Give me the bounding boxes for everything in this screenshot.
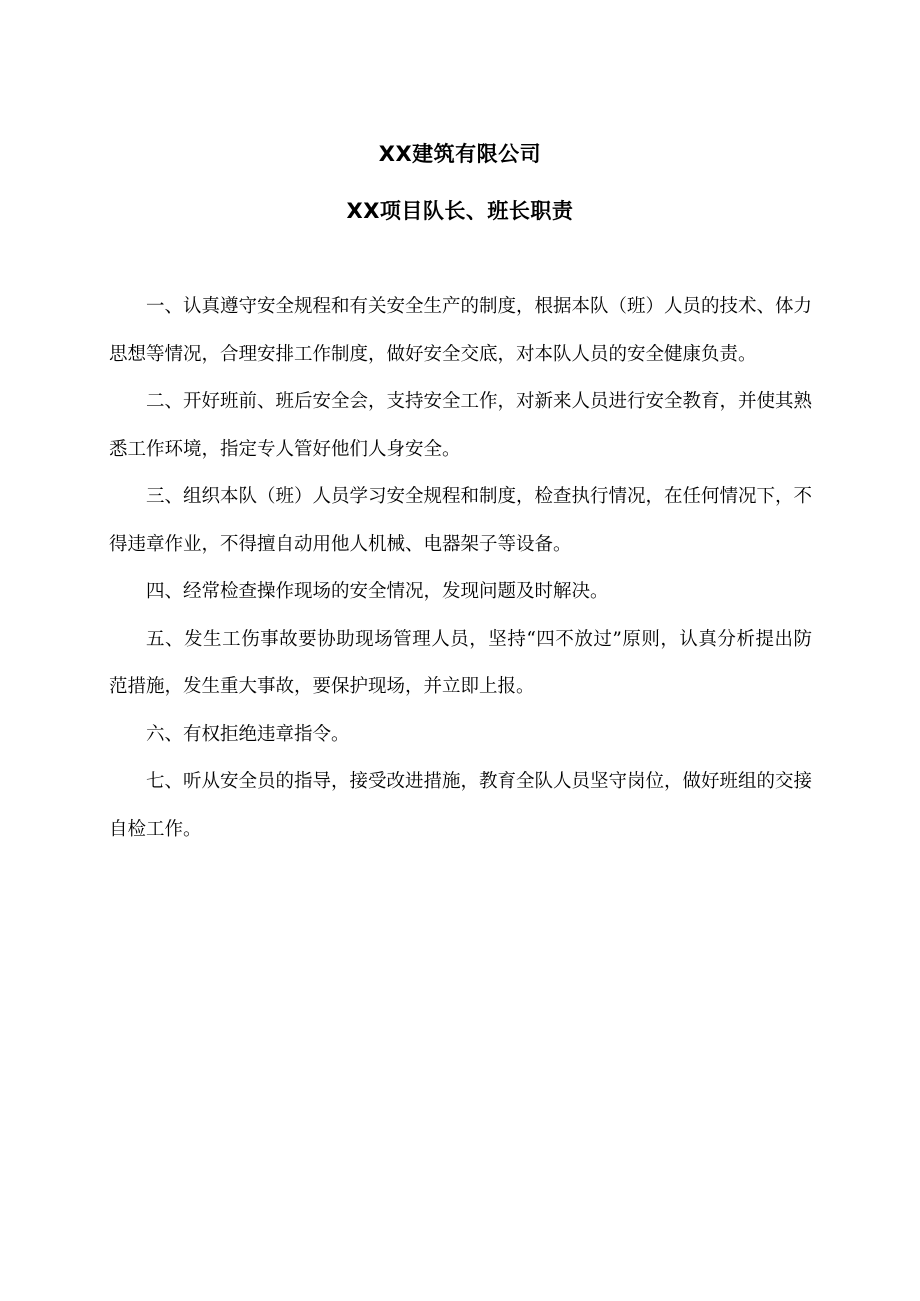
paragraph-2: 二、开好班前、班后安全会，支持安全工作，对新来人员进行安全教育，并使其熟悉工作环境，指定专人管好他们人身安全。 [109, 391, 813, 460]
document-body [109, 283, 812, 853]
paragraph-1: 一、认真遵守安全规程和有关安全生产的制度，根据本队（班）人员的技术、体力思想等情况，合理安排工作制度，做好安全交底，对本队人员的安全健康负责。 [109, 296, 813, 365]
paragraph-4: 四、经常检查操作现场的安全情况，发现问题及时解决。 [146, 581, 609, 602]
paragraph-5: 五、发生工伤事故要协助现场管理人员，坚持“四不放过”原则，认真分析提出防范措施，发生重大事故，要保护现场，并立即上报。 [109, 628, 812, 697]
document-title: XX项目队长、班长职责 [346, 199, 574, 223]
paragraph-3: 三、组织本队（班）人员学习安全规程和制度，检查执行情况，在任何情况下，不得违章作业，不得擅自动用他人机械、电器架子等设备。 [109, 486, 813, 555]
paragraph-7: 七、听从安全员的指导，接受改进措施，教育全队人员坚守岗位，做好班组的交接自检工作。 [109, 771, 813, 840]
company-title: XX建筑有限公司 [378, 142, 542, 166]
paragraph-6: 六、有权拒绝违章指令。 [146, 723, 350, 745]
